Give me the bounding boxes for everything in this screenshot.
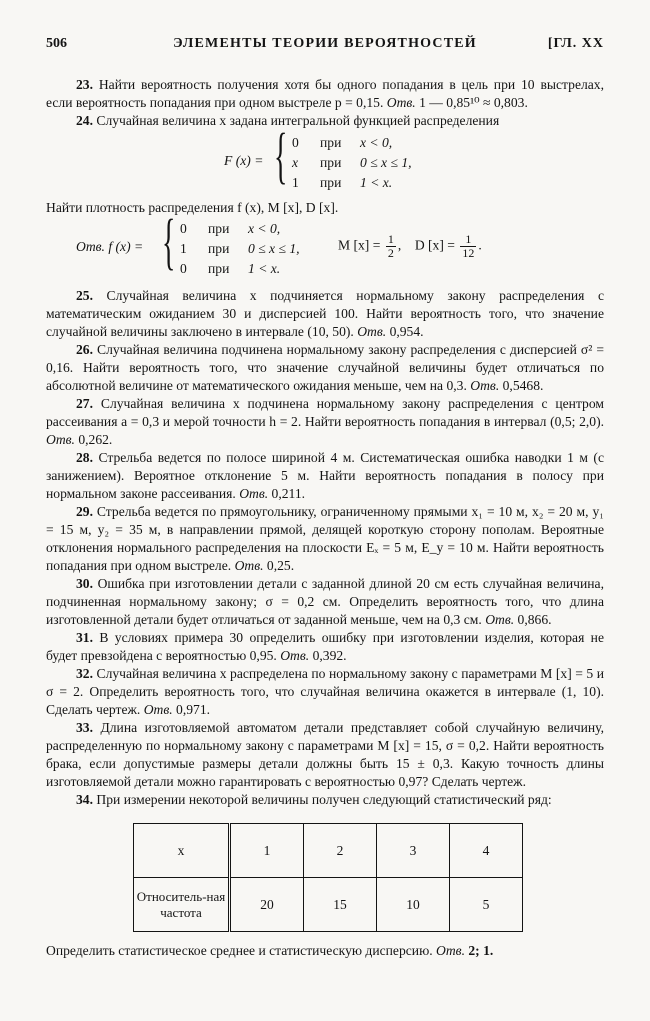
table-cell: 5 <box>450 878 523 932</box>
problem-29: 29. Стрельба ведется по прямоугольнику, ограниченному прямыми x₁ = 10 м, x₂ = 20 м, y₁ = 15 м, y₂ = 35 м, в направлении прямой, делящей короткую сторону пополам. Вероятные отклонения нормального распределения на плоскости Eₓ = 5 м, E_y = 10 м. Найти вероятность попадания при одном выстреле. Отв. 0,25. <box>46 504 604 573</box>
table-header-cell: 2 <box>304 824 377 878</box>
problem-28: 28. Стрельба ведется по полосе шириной 4 м. Систематическая ошибка наводки 1 м (с занижением). Вероятное отклонение 5 м. Найти вероятность попадания в полосу при нормальном законе рассеивания. Отв. 0,211. <box>46 450 604 501</box>
left-brace: { <box>274 122 288 190</box>
page-number: 506 <box>46 36 67 51</box>
body-text <box>46 76 604 960</box>
problem-24: 24. Случайная величина x задана интегральной функцией распределения <box>76 113 500 128</box>
statistical-series-table <box>133 823 523 932</box>
table-header-cell: 1 <box>230 824 304 878</box>
final-question: Определить статистическое среднее и статистическую дисперсию. Отв. 2; 1. <box>46 943 494 958</box>
problem-27: 27. Случайная величина x подчинена нормальному закону распределения с центром рассеивания a = 0,3 и мерой точности h = 2. Найти вероятность попадания в интервал (0,5; 2,0). Отв. 0,262. <box>46 396 604 447</box>
page-header <box>46 36 604 56</box>
density-question: Найти плотность распределения f (x), M [x], D [x]. <box>46 200 339 215</box>
problem-32: 32. Случайная величина x распределена по нормальному закону с параметрами M [x] = 5 и σ = 2. Определить вероятность того, что случайная величина окажется в интервале (1, 10). Сделать чертеж. Отв. 0,971. <box>46 666 605 717</box>
table-header-cell: 3 <box>377 824 450 878</box>
distribution-function-formula: F (x) = { 0 при x < 0, x при 0 ≤ x ≤ 1, 1 при 1 < x. <box>224 122 412 190</box>
problem-26: 26. Случайная величина подчинена нормальному закону распределения с дисперсией σ² = 0,16. Найти вероятность того, что значение случайной величины будет отличаться по абсолютной величине от математического ожидания меньше, чем на 0,3. Отв. 0,5468. <box>46 342 604 393</box>
row-label-cell: Относитель-ная частота <box>134 878 230 932</box>
problem-33: 33. Длина изготовляемой автоматом детали представляет собой случайную величину, распределенную по нормальному закону с параметрами M [x] = 15, σ = 0,2. Найти вероятность брака, если допустимые размеры детали должны быть 15 ± 0,3. Какую точность длины изготовляемой детали можно гарантировать с вероятностью 0,97? Сделать чертеж. <box>46 720 604 789</box>
mean-variance-answer: M [x] = $\frac{1}{2}$ , D [x] = $\frac{1}{12}$ . <box>338 232 482 260</box>
problem-34: 34. При измерении некоторой величины получен следующий статистический ряд: <box>76 792 552 807</box>
table-cell: 20 <box>230 878 304 932</box>
problem-23: 23. Найти вероятность получения хотя бы одного попадания в цель при 10 выстрелах, если вероятность попадания при одном выстреле p = 0,15. Отв. 1 — 0,85¹⁰ ≈ 0,803. <box>46 77 604 110</box>
answer-24-formula: Отв. f (x) = { 0 при x < 0, 1 при 0 ≤ x ≤ 1, 0 при 1 < x. M [x] = $\frac{1}{2}$ , D [x] = $\frac{1}{12}$ . <box>76 208 482 276</box>
chapter-label: [ГЛ. XX <box>547 36 604 51</box>
table-cell: 10 <box>377 878 450 932</box>
running-title: ЭЛЕМЕНТЫ ТЕОРИИ ВЕРОЯТНОСТЕЙ <box>173 36 477 51</box>
problem-31: 31. В условиях примера 30 определить ошибку при изготовлении изделия, которая не будет превзойдена с вероятностью 0,95. Отв. 0,392. <box>46 630 604 663</box>
problem-30: 30. Ошибка при изготовлении детали с заданной длиной 20 см есть случайная величина, подчиненная нормальному закону; σ = 0,2 см. Определить вероятность того, что длина изготовленной детали будет отличаться от заданной меньше, чем на 0,3 см. Отв. 0,866. <box>46 576 604 627</box>
table-header-cell: 4 <box>450 824 523 878</box>
table-header-cell: x <box>134 824 230 878</box>
problem-25: 25. Случайная величина x подчиняется нормальному закону распределения с математическим ожиданием 30 и дисперсией 100. Найти вероятность того, что значение случайной величины заключено в интервале (10, 50). Отв. 0,954. <box>46 288 604 339</box>
table-cell: 15 <box>304 878 377 932</box>
